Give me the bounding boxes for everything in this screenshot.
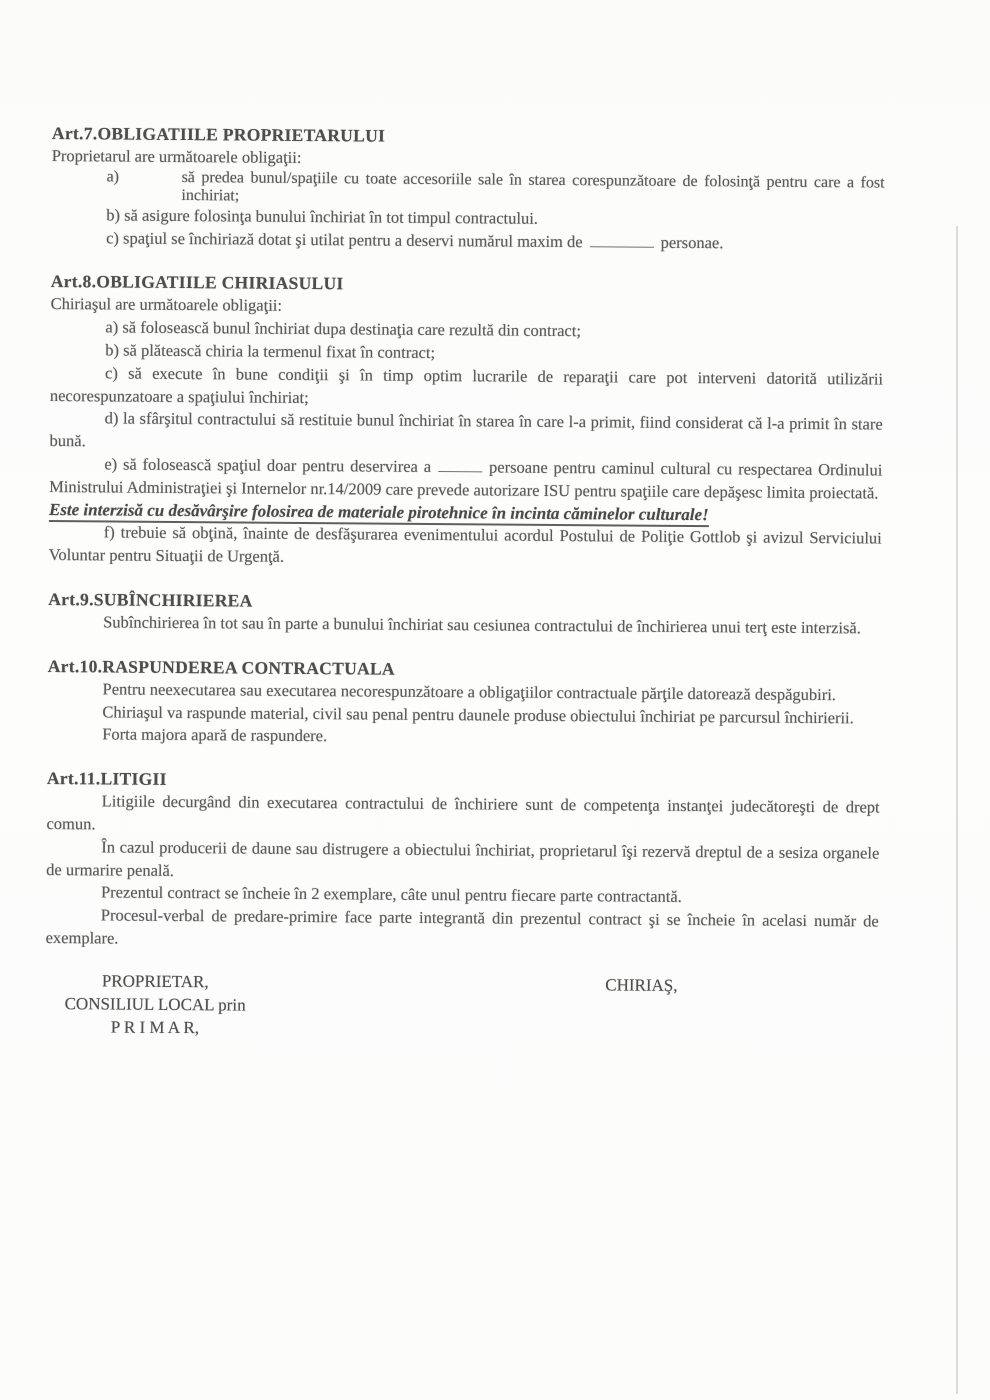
blank-underline-max-persons (590, 232, 654, 248)
article-7-item-b: b) să asigure folosinţa bunului închiriat în tot timpul contractului. (106, 205, 539, 228)
article-10-heading: Art.10.RASPUNDEREA CONTRACTUALA (47, 655, 396, 679)
article-9-heading: Art.9.SUBÎNCHIRIEREA (48, 588, 253, 611)
tenant-signature-title: CHIRIAŞ, (605, 975, 678, 995)
article-7-item-a (106, 168, 884, 210)
owner-signature-entity: CONSILIUL LOCAL prin (64, 993, 246, 1015)
blank-underline-persons (438, 457, 482, 472)
owner-signature-title: PROPRIETAR, (101, 971, 209, 991)
tenant-signature-block (605, 973, 677, 997)
article-10-paragraph-2: Chiriaşul va raspunde material, civil sau penal pentru daunele produse obiectului închiriat pe parcursul închirierii. (102, 701, 854, 727)
article-10-section (47, 655, 881, 753)
article-7-heading: Art.7.OBLIGATIILE PROPRIETARULUI (51, 122, 386, 146)
article-8-item-a: a) să folosească bunul închiriat dupa destinaţia care rezultă din contract; (105, 317, 582, 341)
article-9-section (48, 588, 881, 640)
article-8-item-e-before: e) să folosească spaţiul doar pentru deservirea a (104, 454, 432, 476)
article-7-item-a-label: a) (106, 168, 120, 186)
article-8-item-c: c) să execute în bune condiţii şi în timp optim lucrarile de reparaţii care pot interveni datorită utilizării necorespunzatoare a spaţiului închiriat; (49, 363, 884, 407)
article-8-item-e-after: persoane pentru caminul cultural cu respectarea Ordinului Ministrului Administraţiei şi Internelor nr.14/2009 care prevede autorizare ISU pentru spaţiile care depăşesc limita proiectată. (49, 457, 883, 503)
article-8-section (49, 270, 884, 573)
article-7-item-a-text: să predea bunul/spaţiile cu toate accesoriile sale în starea corespunzătoare de folosinţă pentru care a fost inchiriat; (181, 168, 885, 205)
article-11-paragraph-4: Procesul-verbal de predare-primire face parte integrantă din prezentul contract şi se încheie în acelasi număr de exemplare. (45, 905, 879, 948)
article-11-paragraph-1: Litigiile decurgând din executarea contractului de închiriere sunt de competenţa instanţei judecătoreşti de drept comun. (46, 791, 880, 834)
pyrotechnics-warning-text: Este interzisă cu desăvârşire folosirea de materiale pirotehnice în incinta căminelor culturale! (49, 500, 709, 527)
article-8-item-b: b) să plătească chiria la termenul fixat în contract; (105, 340, 436, 362)
article-11-paragraph-2: În cazul producerii de daune sau distrugere a obiectului închiriat, proprietarul îşi rezervă dreptul de a sesiza organele de urmarire penală. (46, 837, 880, 880)
article-9-paragraph: Subînchirierea în tot sau în parte a bunului închiriat sau cesiunea contractului de închirierea unui terţ este interzisă. (103, 612, 861, 638)
article-7-intro: Proprietarul are următoarele obligaţii: (51, 145, 302, 167)
article-11-section (46, 767, 880, 956)
scan-artifact-line (956, 226, 958, 1394)
owner-signature-block (45, 969, 266, 1040)
article-8-intro: Chiriaşul are următoarele obligaţii: (50, 294, 283, 316)
article-8-item-e (49, 453, 882, 505)
article-7-item-c-after: personae. (660, 232, 724, 252)
article-7-section (51, 122, 885, 256)
signature-block (45, 969, 879, 1045)
article-10-paragraph-1: Pentru neexecutarea sau executarea necorespunzătoare a obligaţiilor contractuale părţile datorează despăgubiri. (102, 679, 837, 704)
article-7-item-c-before: c) spaţiul se închiriază dotat şi utilat pentru a deservi numărul maxim de (106, 228, 583, 251)
article-7-item-c (106, 227, 884, 256)
article-11-heading: Art.11.LITIGII (46, 768, 167, 790)
article-8-item-f: f) trebuie să obţină, înainte de desfăşurarea evenimentului acordul Postului de Poliţie Gottlob şi avizul Serviciului Voluntar pentru Situaţii de Urgenţă. (48, 522, 882, 566)
owner-signature-role: P R I M A R, (110, 1017, 200, 1037)
article-10-paragraph-3: Forta majora apară de raspundere. (102, 724, 328, 746)
contract-text-block (45, 0, 886, 1044)
article-8-heading: Art.8.OBLIGATIILE CHIRIASULUI (50, 271, 344, 294)
article-8-item-d: d) la sfârşitul contractului să restituie bunul închiriat în starea în care l-a primit, fiind considerat că l-a primit în stare bună. (49, 408, 883, 451)
article-11-paragraph-3: Prezentul contract se încheie în 2 exemplare, câte unul pentru fiecare parte contractantă. (100, 882, 682, 907)
